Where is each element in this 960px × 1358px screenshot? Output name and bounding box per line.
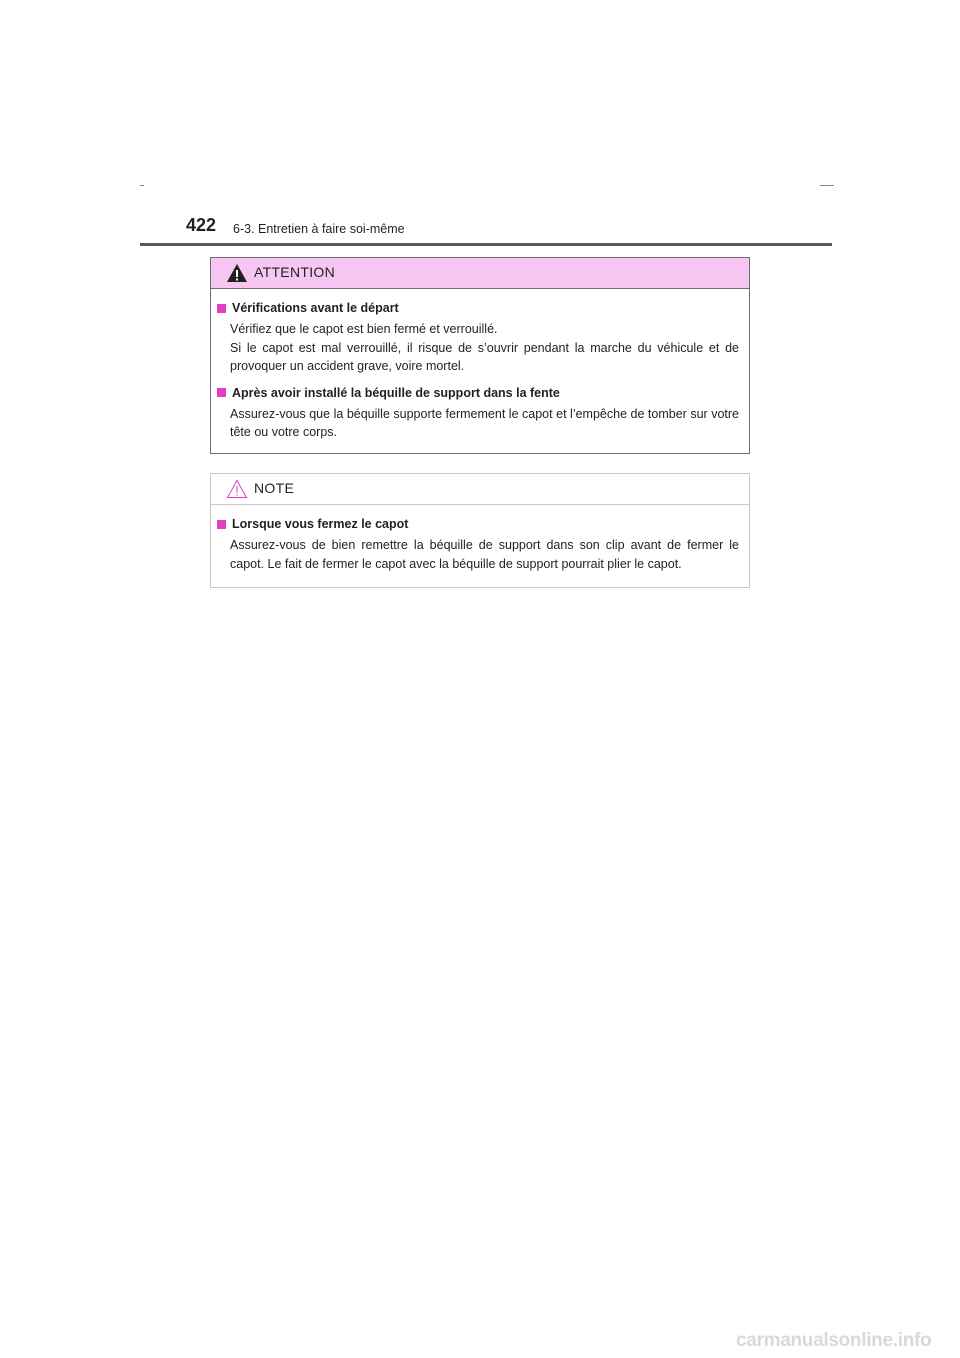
attention-label: ATTENTION [254, 264, 335, 280]
crop-mark-right [820, 185, 834, 186]
warning-triangle-outline-icon [226, 479, 248, 499]
note-item [217, 515, 739, 573]
watermark [736, 1330, 960, 1358]
note-item-text: Assurez-vous de bien remettre la béquille de support dans son clip avant de fermer le capot. Le fait de fermer le capot avec la béquille de support pourrait plier le capot. [230, 538, 739, 571]
square-bullet-icon [217, 520, 226, 529]
note-body [211, 505, 749, 573]
note-item-title: Lorsque vous fermez le capot [232, 517, 409, 531]
attention-item [217, 299, 739, 376]
square-bullet-icon [217, 304, 226, 313]
note-box [210, 473, 750, 588]
attention-body [211, 289, 749, 442]
note-label: NOTE [254, 480, 295, 496]
square-bullet-icon [217, 388, 226, 397]
page-number: 422 [186, 215, 217, 235]
crop-mark-left [140, 185, 144, 186]
attention-item-title: Après avoir installé la béquille de support dans la fente [232, 385, 560, 400]
attention-item-text: Assurez-vous que la béquille supporte fermement le capot et l’empêche de tomber sur votre tête ou votre corps. [230, 406, 739, 439]
attention-item-text: Si le capot est mal verrouillé, il risque de s’ouvrir pendant la marche du véhicule et de provoquer un accident grave, voire mortel. [230, 340, 739, 373]
attention-item-title: Vérifications avant le départ [232, 301, 399, 315]
section-title: 6-3. Entretien à faire soi-même [233, 222, 405, 236]
attention-item-text: Vérifiez que le capot est bien fermé et verrouillé. [230, 322, 498, 336]
attention-item [217, 384, 739, 442]
header-rule [140, 243, 832, 246]
attention-box [210, 257, 750, 454]
attention-header [211, 258, 749, 289]
note-header [211, 474, 749, 505]
warning-triangle-filled-icon [226, 263, 248, 283]
page-header [140, 212, 832, 246]
watermark-text: carmanualsonline.info [736, 1330, 932, 1351]
